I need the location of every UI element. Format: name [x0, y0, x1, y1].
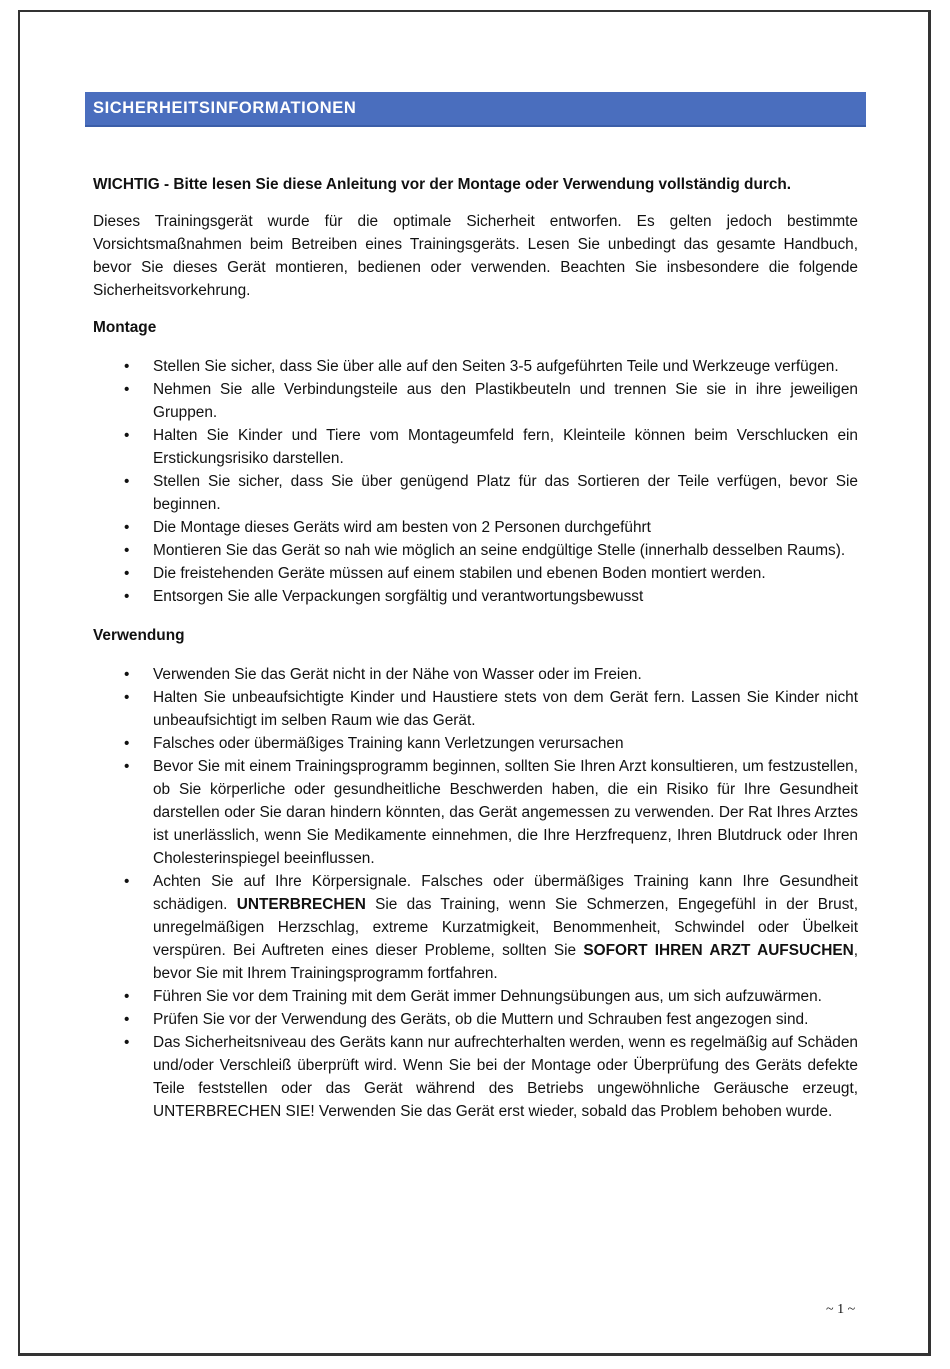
list-item: • Stellen Sie sicher, dass Sie über genügend Platz für das Sortieren der Teile verfügen, bevor Sie beginnen. — [93, 470, 858, 516]
list-item: • Entsorgen Sie alle Verpackungen sorgfältig und verantwortungsbewusst — [93, 585, 858, 608]
text: Sie das Training, wenn Sie Schmerzen, Engegefühl in der Brust, unregelmäßigen Herzschlag, extreme Kurzatmigkeit, Benommenheit, Schwindel oder Übelkeit verspüren. Bei Auftreten eines dieser Probleme, sollten Sie — [153, 896, 858, 959]
list-item: • Das Sicherheitsniveau des Geräts kann nur aufrechterhalten werden, wenn es regelmäßig auf Schäden und/oder Verschleiß überprüft wird. Wenn Sie bei der Montage oder Überprüfung des Geräts defekte Teile feststellen oder das Gerät während des Betriebs ungewöhnliche Geräusche erzeugt, UNTERBRECHEN SIE! Verwenden Sie das Gerät erst wieder, sobald das Problem behoben wurde. — [93, 1031, 858, 1123]
list-item: • Verwenden Sie das Gerät nicht in der Nähe von Wasser oder im Freien. — [93, 663, 858, 686]
text: , bevor Sie mit Ihrem Trainingsprogramm fortfahren. — [153, 942, 858, 982]
list-item: • Die Montage dieses Geräts wird am besten von 2 Personen durchgeführt — [93, 516, 858, 539]
intro-paragraph: Dieses Trainingsgerät wurde für die optimale Sicherheit entworfen. Es gelten jedoch bestimmte Vorsichtsmaßnahmen beim Betreiben eines Trainingsgeräts. Lesen Sie unbedingt das gesamte Handbuch, bevor Sie dieses Gerät montieren, bedienen oder verwenden. Beachten Sie insbesondere die folgende Sicherheitsvorkehrung. — [93, 213, 858, 299]
verwendung-heading: Verwendung — [93, 627, 185, 644]
list-item: • Montieren Sie das Gerät so nah wie möglich an seine endgültige Stelle (innerhalb desselben Raums). — [93, 539, 858, 562]
list-item: • Nehmen Sie alle Verbindungsteile aus den Plastikbeuteln und trennen Sie sie in ihre jeweiligen Gruppen. — [93, 378, 858, 424]
montage-heading: Montage — [93, 319, 157, 336]
document-body — [93, 173, 858, 1139]
verwendung-list — [93, 663, 858, 1123]
list-item: • Falsches oder übermäßiges Training kann Verletzungen verursachen — [93, 732, 858, 755]
list-item: • Halten Sie unbeaufsichtigte Kinder und Haustiere stets von dem Gerät fern. Lassen Sie Kinder nicht unbeaufsichtigt im selben Raum wie das Gerät. — [93, 686, 858, 732]
emphasis: UNTERBRECHEN — [236, 896, 366, 913]
list-item: • Führen Sie vor dem Training mit dem Gerät immer Dehnungsübungen aus, um sich aufzuwärmen. — [93, 985, 858, 1008]
emphasis: SOFORT IHREN ARZT AUFSUCHEN — [583, 942, 854, 959]
important-notice: WICHTIG - Bitte lesen Sie diese Anleitung vor der Montage oder Verwendung vollständig durch. — [93, 176, 792, 193]
list-item: • Stellen Sie sicher, dass Sie über alle auf den Seiten 3-5 aufgeführten Teile und Werkzeuge verfügen. — [93, 355, 858, 378]
text: Achten Sie auf Ihre Körpersignale. Falsches oder übermäßiges Training kann Ihre Gesundheit schädigen. — [153, 873, 858, 913]
list-item: • Die freistehenden Geräte müssen auf einem stabilen und ebenen Boden montiert werden. — [93, 562, 858, 585]
list-item: • Halten Sie Kinder und Tiere vom Montageumfeld fern, Kleinteile können beim Verschlucken ein Erstickungsrisiko darstellen. — [93, 424, 858, 470]
page-number: ~ 1 ~ — [826, 1302, 856, 1317]
montage-list — [93, 355, 858, 608]
list-item: • Prüfen Sie vor der Verwendung des Geräts, ob die Muttern und Schrauben fest angezogen sind. — [93, 1008, 858, 1031]
section-title: SICHERHEITSINFORMATIONEN — [85, 92, 866, 127]
list-item — [93, 870, 858, 985]
list-item: • Bevor Sie mit einem Trainingsprogramm beginnen, sollten Sie Ihren Arzt konsultieren, um festzustellen, ob Sie körperliche oder gesundheitliche Beschwerden haben, die ein Risiko für Ihre Gesundheit darstellen oder Sie daran hindern könnten, das Gerät angemessen zu verwenden. Der Rat Ihres Arztes ist unerlässlich, wenn Sie Medikamente einnehmen, die Ihre Herzfrequenz, Ihren Blutdruck oder Ihren Cholesterinspiegel beeinflussen. — [93, 755, 858, 870]
